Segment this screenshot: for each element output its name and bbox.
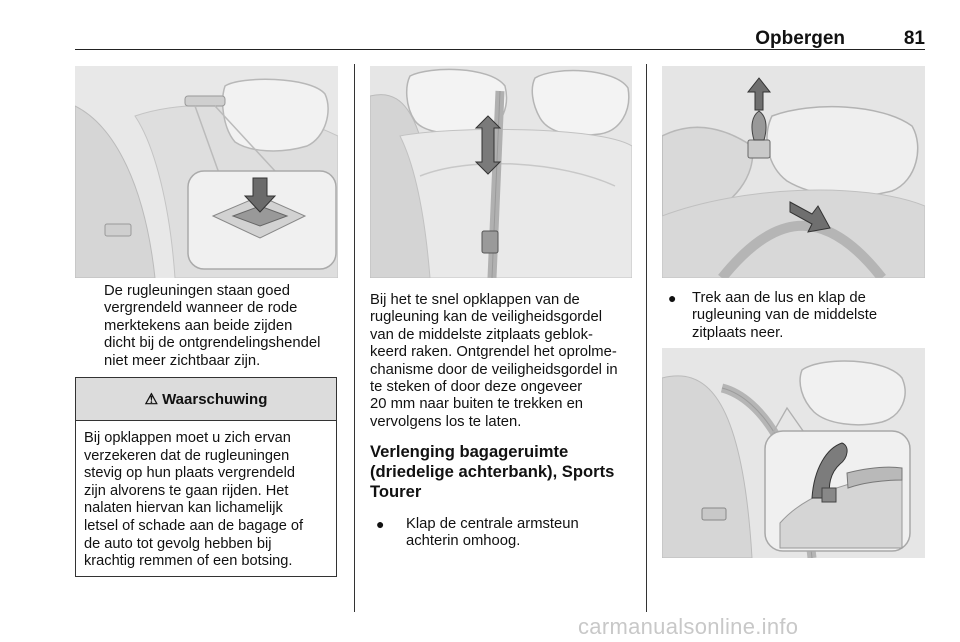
- figure-caption: [104, 283, 344, 370]
- header-rule: [75, 49, 925, 50]
- warning-line: de auto tot gevolg hebben bij: [84, 535, 272, 552]
- paragraph-line: van de middelste zitplaats geblok-: [370, 326, 593, 343]
- caption-line: De rugleuningen staan goed: [104, 283, 290, 299]
- paragraph-line: rugleuning kan de veiligheidsgordel: [370, 309, 602, 326]
- caption-line: dicht bij de ontgrendelingshendel: [104, 335, 321, 352]
- bullet-item: [668, 290, 928, 346]
- bullet-item: [376, 516, 646, 556]
- caption-line: merktekens aan beide zijden: [104, 317, 293, 334]
- section-subheading: [370, 442, 640, 502]
- subheading-line: (driedelige achterbank), Sports: [370, 462, 615, 481]
- armrest-illustration: [662, 348, 925, 558]
- seatbelt-paragraph: [370, 292, 640, 431]
- seatbelt-illustration: [370, 66, 632, 278]
- paragraph-line: 20 mm naar buiten te trekken en: [370, 396, 584, 413]
- subheading-line: Tourer: [370, 482, 422, 501]
- warning-header: [76, 378, 336, 421]
- subheading-line: Verlenging bagageruimte: [370, 442, 569, 461]
- bullet-line: rugleuning van de middelste: [692, 307, 878, 324]
- column-separator: [354, 64, 355, 612]
- bullet-text: [406, 516, 656, 551]
- warning-box: [75, 377, 337, 577]
- paragraph-line: chanisme door de veiligheidsgordel in: [370, 361, 618, 378]
- bullet-line: achterin omhoog.: [406, 533, 521, 550]
- warning-line: krachtig remmen of een botsing.: [84, 553, 293, 570]
- warning-title: Waarschuwing: [162, 390, 268, 408]
- warning-line: nalaten hiervan kan lichamelijk: [84, 500, 283, 517]
- watermark: carmanualsonline.info: [578, 614, 799, 639]
- caption-line: niet meer zichtbaar zijn.: [104, 352, 261, 369]
- seat-lock-drawing: [75, 66, 338, 278]
- seat-lock-illustration: [75, 66, 338, 278]
- paragraph-line: Bij het te snel opklappen van de: [370, 292, 580, 308]
- armrest-drawing: [662, 348, 925, 558]
- bullet-line: Klap de centrale armsteun: [406, 516, 579, 532]
- warning-line: zijn alvorens te gaan rijden. Het: [84, 482, 289, 499]
- page-header: [75, 28, 925, 50]
- warning-line: letsel of schade aan de bagage of: [84, 517, 304, 534]
- seatbelt-drawing: [370, 66, 632, 278]
- bullet-line: zitplaats neer.: [692, 324, 784, 341]
- warning-body: [76, 421, 336, 571]
- paragraph-line: te steken of door deze ongeveer: [370, 379, 583, 396]
- paragraph-line: vervolgens los te laten.: [370, 413, 522, 430]
- page-number: 81: [903, 28, 925, 49]
- warning-line: stevig op hun plaats vergrendeld: [84, 465, 295, 482]
- caption-line: vergrendeld wanneer de rode: [104, 300, 298, 317]
- warning-line: verzekeren dat de rugleuningen: [84, 447, 290, 464]
- warning-line: Bij opklappen moet u zich ervan: [84, 430, 291, 446]
- bullet-icon: ●: [668, 290, 677, 306]
- section-title: Opbergen: [755, 28, 845, 49]
- headrest-drawing: [662, 66, 925, 278]
- bullet-text: [692, 290, 942, 342]
- paragraph-line: keerd raken. Ontgrendel het oprolme-: [370, 344, 617, 361]
- bullet-icon: ●: [376, 516, 385, 532]
- bullet-line: Trek aan de lus en klap de: [692, 290, 866, 306]
- warning-triangle-icon: ⚠: [144, 390, 159, 408]
- headrest-illustration: [662, 66, 925, 278]
